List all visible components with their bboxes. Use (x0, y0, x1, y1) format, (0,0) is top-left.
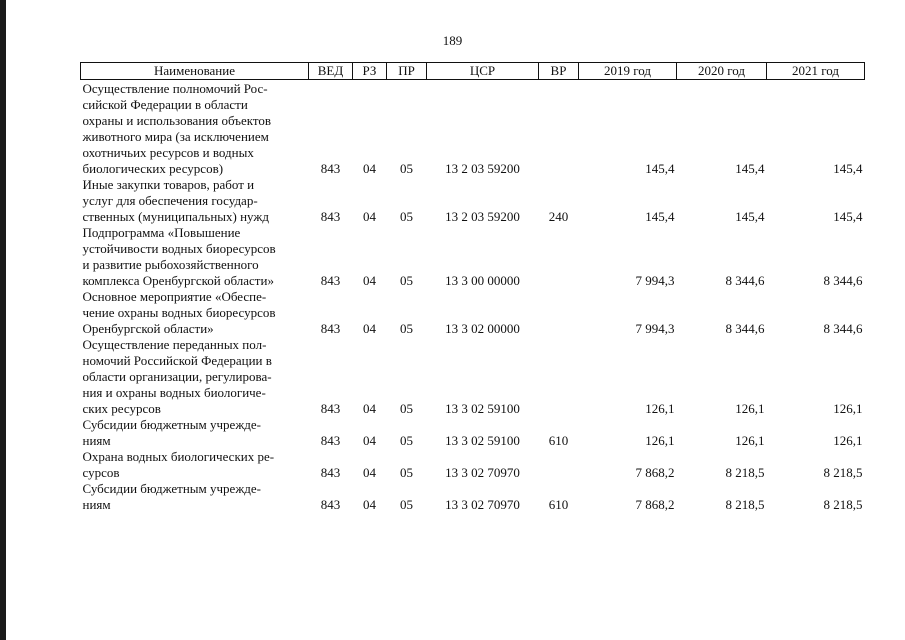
header-pr: ПР (387, 63, 427, 80)
ved-cell: 843 (320, 497, 341, 512)
budget-table (80, 62, 865, 513)
row-name-cell (81, 177, 309, 225)
header-2019: 2019 год (579, 63, 677, 80)
vr-cell (539, 80, 579, 178)
value-2020-cell: 126,1 (735, 401, 765, 416)
table-row (81, 417, 865, 449)
page-edge-shadow (0, 0, 6, 640)
csr-cell: 13 2 03 59200 (445, 209, 520, 224)
csr-cell: 13 2 03 59200 (445, 161, 520, 176)
value-2019-cell: 7 868,2 (635, 465, 675, 480)
row-name-line: области организации, регулирова- (82, 369, 272, 384)
row-name-line: чение охраны водных биоресурсов (82, 305, 276, 320)
header-name: Наименование (81, 63, 309, 80)
row-name-line: услуг для обеспечения государ- (82, 193, 258, 208)
value-2021-cell: 126,1 (833, 401, 863, 416)
pr-cell: 05 (400, 273, 413, 288)
row-name-line: ских ресурсов (82, 401, 161, 416)
row-name-line: биологических ресурсов) (82, 161, 224, 176)
value-2019-cell: 126,1 (645, 401, 675, 416)
value-2020-cell: 8 344,6 (725, 321, 765, 336)
table-row (81, 177, 865, 225)
table-row (81, 481, 865, 513)
value-2020-cell: 8 344,6 (725, 273, 765, 288)
header-ved: ВЕД (309, 63, 353, 80)
pr-cell: 05 (400, 209, 413, 224)
rz-cell: 04 (363, 209, 376, 224)
row-name-line: ниям (82, 497, 111, 512)
row-name-line: номочий Российской Федерации в (82, 353, 272, 368)
vr-cell: 610 (548, 433, 569, 448)
ved-cell: 843 (320, 401, 341, 416)
value-2021-cell: 8 344,6 (823, 321, 863, 336)
rz-cell: 04 (363, 401, 376, 416)
row-name-line: Оренбургской области» (82, 321, 214, 336)
value-2020-cell: 126,1 (735, 433, 765, 448)
value-2019-cell: 7 868,2 (635, 497, 675, 512)
row-name-cell (81, 417, 309, 449)
table-row (81, 449, 865, 481)
vr-cell: 240 (548, 209, 569, 224)
header-2020: 2020 год (677, 63, 767, 80)
value-2021-cell: 8 218,5 (823, 497, 863, 512)
row-name-line: охраны и использования объектов (82, 113, 272, 128)
row-name-line: Охрана водных биологических ре- (82, 449, 275, 464)
csr-cell: 13 3 02 70970 (445, 497, 520, 512)
csr-cell: 13 3 02 70970 (445, 465, 520, 480)
vr-cell (539, 449, 579, 481)
table-row (81, 337, 865, 417)
row-name-cell (81, 481, 309, 513)
csr-cell: 13 3 02 59100 (445, 433, 520, 448)
row-name-line: Субсидии бюджетным учрежде- (82, 417, 262, 432)
rz-cell: 04 (363, 161, 376, 176)
ved-cell: 843 (320, 209, 341, 224)
ved-cell: 843 (320, 273, 341, 288)
table-body (81, 80, 865, 514)
row-name-line: Субсидии бюджетным учрежде- (82, 481, 262, 496)
value-2020-cell: 8 218,5 (725, 497, 765, 512)
value-2019-cell: 7 994,3 (635, 321, 675, 336)
row-name-cell (81, 449, 309, 481)
row-name-line: сурсов (82, 465, 120, 480)
header-rz: РЗ (353, 63, 387, 80)
row-name-line: и развитие рыбохозяйственного (82, 257, 259, 272)
table-row (81, 289, 865, 337)
vr-cell (539, 225, 579, 289)
rz-cell: 04 (363, 465, 376, 480)
value-2020-cell: 8 218,5 (725, 465, 765, 480)
value-2019-cell: 126,1 (645, 433, 675, 448)
row-name-line: Основное мероприятие «Обеспе- (82, 289, 267, 304)
row-name-line: устойчивости водных биоресурсов (82, 241, 276, 256)
value-2019-cell: 145,4 (645, 209, 675, 224)
row-name-line: комплекса Оренбургской области» (82, 273, 274, 288)
row-name-line: сийской Федерации в области (82, 97, 248, 112)
rz-cell: 04 (363, 497, 376, 512)
row-name-cell (81, 80, 309, 178)
value-2020-cell: 145,4 (735, 209, 765, 224)
vr-cell: 610 (548, 497, 569, 512)
rz-cell: 04 (363, 273, 376, 288)
value-2020-cell: 145,4 (735, 161, 765, 176)
ved-cell: 843 (320, 321, 341, 336)
ved-cell: 843 (320, 465, 341, 480)
pr-cell: 05 (400, 161, 413, 176)
table-row (81, 80, 865, 178)
pr-cell: 05 (400, 401, 413, 416)
value-2021-cell: 8 344,6 (823, 273, 863, 288)
rz-cell: 04 (363, 433, 376, 448)
pr-cell: 05 (400, 321, 413, 336)
row-name-cell (81, 225, 309, 289)
row-name-line: ния и охраны водных биологиче- (82, 385, 266, 400)
pr-cell: 05 (400, 465, 413, 480)
value-2019-cell: 145,4 (645, 161, 675, 176)
row-name-line: животного мира (за исключением (82, 129, 269, 144)
row-name-cell (81, 337, 309, 417)
header-2021: 2021 год (767, 63, 865, 80)
table-header-row (81, 63, 865, 80)
value-2019-cell: 7 994,3 (635, 273, 675, 288)
row-name-line: Подпрограмма «Повышение (82, 225, 241, 240)
row-name-line: охотничьих ресурсов и водных (82, 145, 254, 160)
header-csr: ЦСР (427, 63, 539, 80)
row-name-line: Осуществление полномочий Рос- (82, 81, 268, 96)
header-vr: ВР (539, 63, 579, 80)
row-name-line: Иные закупки товаров, работ и (82, 177, 255, 192)
pr-cell: 05 (400, 497, 413, 512)
value-2021-cell: 145,4 (833, 161, 863, 176)
vr-cell (539, 289, 579, 337)
value-2021-cell: 126,1 (833, 433, 863, 448)
row-name-line: Осуществление переданных пол- (82, 337, 267, 352)
row-name-line: ниям (82, 433, 111, 448)
value-2021-cell: 145,4 (833, 209, 863, 224)
csr-cell: 13 3 00 00000 (445, 273, 520, 288)
page-number: 189 (442, 33, 463, 48)
rz-cell: 04 (363, 321, 376, 336)
pr-cell: 05 (400, 433, 413, 448)
row-name-cell (81, 289, 309, 337)
csr-cell: 13 3 02 59100 (445, 401, 520, 416)
ved-cell: 843 (320, 433, 341, 448)
value-2021-cell: 8 218,5 (823, 465, 863, 480)
csr-cell: 13 3 02 00000 (445, 321, 520, 336)
row-name-line: ственных (муниципальных) нужд (82, 209, 269, 224)
table-row (81, 225, 865, 289)
vr-cell (539, 337, 579, 417)
ved-cell: 843 (320, 161, 341, 176)
